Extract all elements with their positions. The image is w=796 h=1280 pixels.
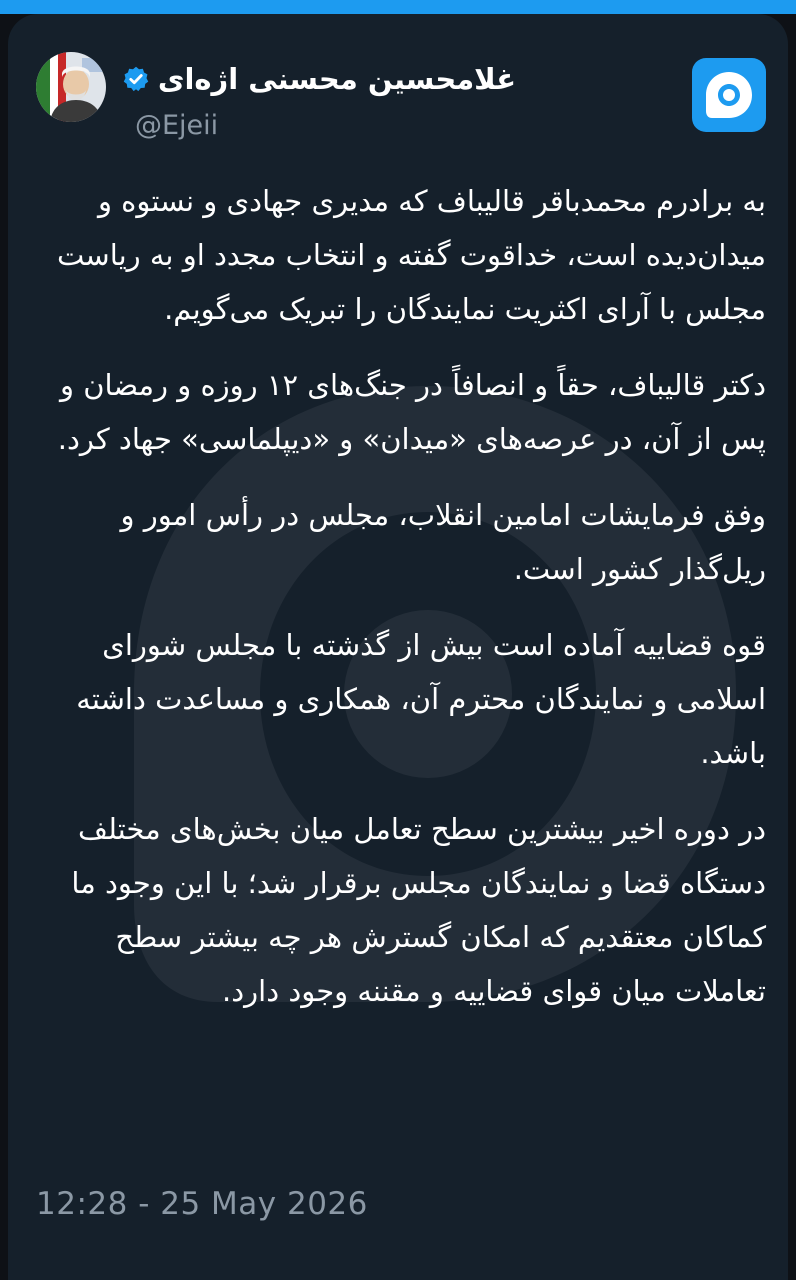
- tweet-paragraph: به برادرم محمدباقر قالیباف که مدیری جهادی و نستوه و میدان‌دیده است، خداقوت گفته و انتخاب مجدد او به ریاست مجلس با آرای اکثریت نمایندگان را تبریک می‌گویم.: [56, 184, 766, 326]
- top-accent-bar: [0, 0, 796, 14]
- tweet-paragraph: در دوره اخیر بیشترین سطح تعامل میان بخش‌های مختلف دستگاه قضا و نمایندگان مجلس برقرار شد؛ با این وجود ما کماکان معتقدیم که امکان گسترش هر چه بیشتر سطح تعاملات میان قوای قضاییه و مقننه وجود دارد.: [71, 812, 766, 1008]
- tweet-paragraph: قوه قضاییه آماده است بیش از گذشته با مجلس شورای اسلامی و نمایندگان محترم آن، همکاری و مساعدت داشته باشد.: [76, 628, 766, 770]
- tweet-timestamp[interactable]: 12:28 - 25 May 2026: [36, 1186, 368, 1222]
- tweet-paragraph: دکتر قالیباف، حقاً و انصافاً در جنگ‌های ۱۲ روزه و رمضان و پس از آن، در عرصه‌های «میدان» و «دیپلماسی» جهاد کرد.: [57, 368, 766, 456]
- verified-badge-icon: [122, 65, 150, 93]
- avatar-image: [36, 52, 106, 122]
- tweet-card: [8, 14, 788, 1280]
- tweet-body: [36, 174, 766, 1040]
- author-name[interactable]: غلامحسین محسنی اژه‌ای: [157, 62, 516, 96]
- app-logo-glyph: [692, 58, 766, 132]
- author-name-row[interactable]: [122, 56, 516, 102]
- tweet-paragraph: وفق فرمایشات امامین انقلاب، مجلس در رأس امور و ریل‌گذار کشور است.: [120, 498, 766, 586]
- profile-avatar[interactable]: [36, 52, 106, 122]
- app-logo-icon[interactable]: [692, 58, 766, 132]
- author-handle[interactable]: @Ejeii: [135, 110, 219, 141]
